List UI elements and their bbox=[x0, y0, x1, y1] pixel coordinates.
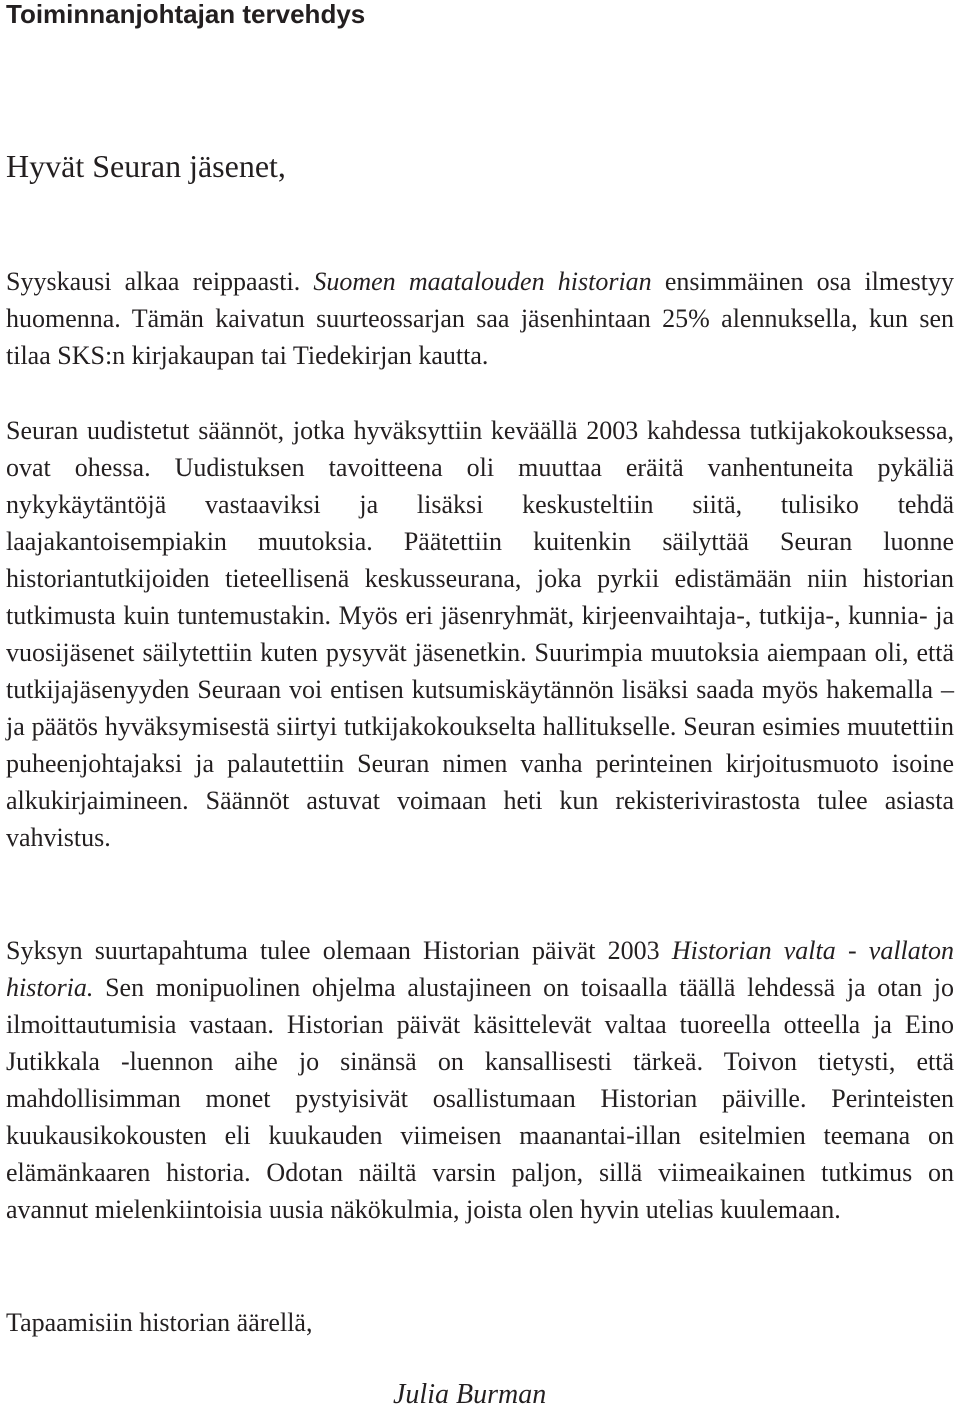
page-title: Toiminnanjohtajan tervehdys bbox=[6, 0, 366, 29]
paragraph-text: Sen monipuolinen ohjelma alustajineen on toisaalla täällä lehdessä ja otan jo ilmoittautumisia vastaan. Historian päivät käsittelevät valtaa tuoreella otteella ja Eino Jutikkala -luennon aihe jo sinänsä on kansallisesti tärkeä. Toivon tietysti, että mahdollisimman monet pystyisivät osallistumaan Historian päiville. Perinteisten kuukausikokousten eli kuukauden viimeisen maanantai-illan esitelmien teemana on elämänkaaren historia. Odotan näiltä varsin paljon, sillä viimeaikainen tutkimus on avannut mielenkiintoisia uusia näkökulmia, joista olen hyvin utelias kuulemaan. bbox=[6, 973, 954, 1224]
paragraph-book-release bbox=[6, 263, 954, 374]
paragraph-text: Syksyn suurtapahtuma tulee olemaan Historian päivät 2003 bbox=[6, 936, 672, 965]
event-title: Historian valta - vallaton historia. bbox=[6, 936, 955, 1002]
paragraph-text: Syyskausi alkaa reippaasti. bbox=[6, 267, 314, 296]
greeting: Hyvät Seuran jäsenet, bbox=[6, 148, 286, 184]
book-title: Suomen maatalouden historian bbox=[313, 267, 652, 296]
signature: Julia Burman bbox=[393, 1379, 547, 1410]
paragraph-rules-reform: Seuran uudistetut säännöt, jotka hyväksyttiin keväällä 2003 kahdessa tutkijakokouksessa, ovat ohessa. Uudistuksen tavoitteena oli muuttaa eräitä vanhentuneita pykäliä nykykäytäntöjä vastaaviksi ja lisäksi keskusteltiin siitä, tulisiko tehdä laajakantoisempiakin muutoksia. Päätettiin kuitenkin säilyttää Seuran luonne historiantutkijoiden tieteellisenä keskusseurana, joka pyrkii edistämään niin historian tutkimusta kuin tuntemustakin. Myös eri jäsenryhmät, kirjeenvaihtaja-, tutkija-, kunnia- ja vuosijäsenet säilytettiin kuten pysyvät jäsenetkin. Suurimpia muutoksia aiempaan oli, että tutkijajäsenyyden Seuraan voi entisen kutsumiskäytännön lisäksi saada myös hakemalla – ja päätös hyväksymisestä siirtyi tutkijakokoukselta hallitukselle. Seuran esimies muutettiin puheenjohtajaksi ja palautettiin Seuran nimen vanha perinteinen kirjoitusmuoto isoine alkukirjaimineen. Säännöt astuvat voimaan heti kun rekisterivirastosta tulee asiasta vahvistus. bbox=[6, 416, 954, 852]
paragraph-text: ensimmäinen osa ilmestyy huomenna. Tämän kaivatun suurteossarjan saa jäsenhintaan 25% alennuksella, kun sen tilaa SKS:n kirjakaupan tai Tiedekirjan kautta. bbox=[6, 267, 954, 370]
paragraph-history-days bbox=[6, 932, 954, 1228]
closing-line: Tapaamisiin historian äärellä, bbox=[6, 1308, 313, 1337]
